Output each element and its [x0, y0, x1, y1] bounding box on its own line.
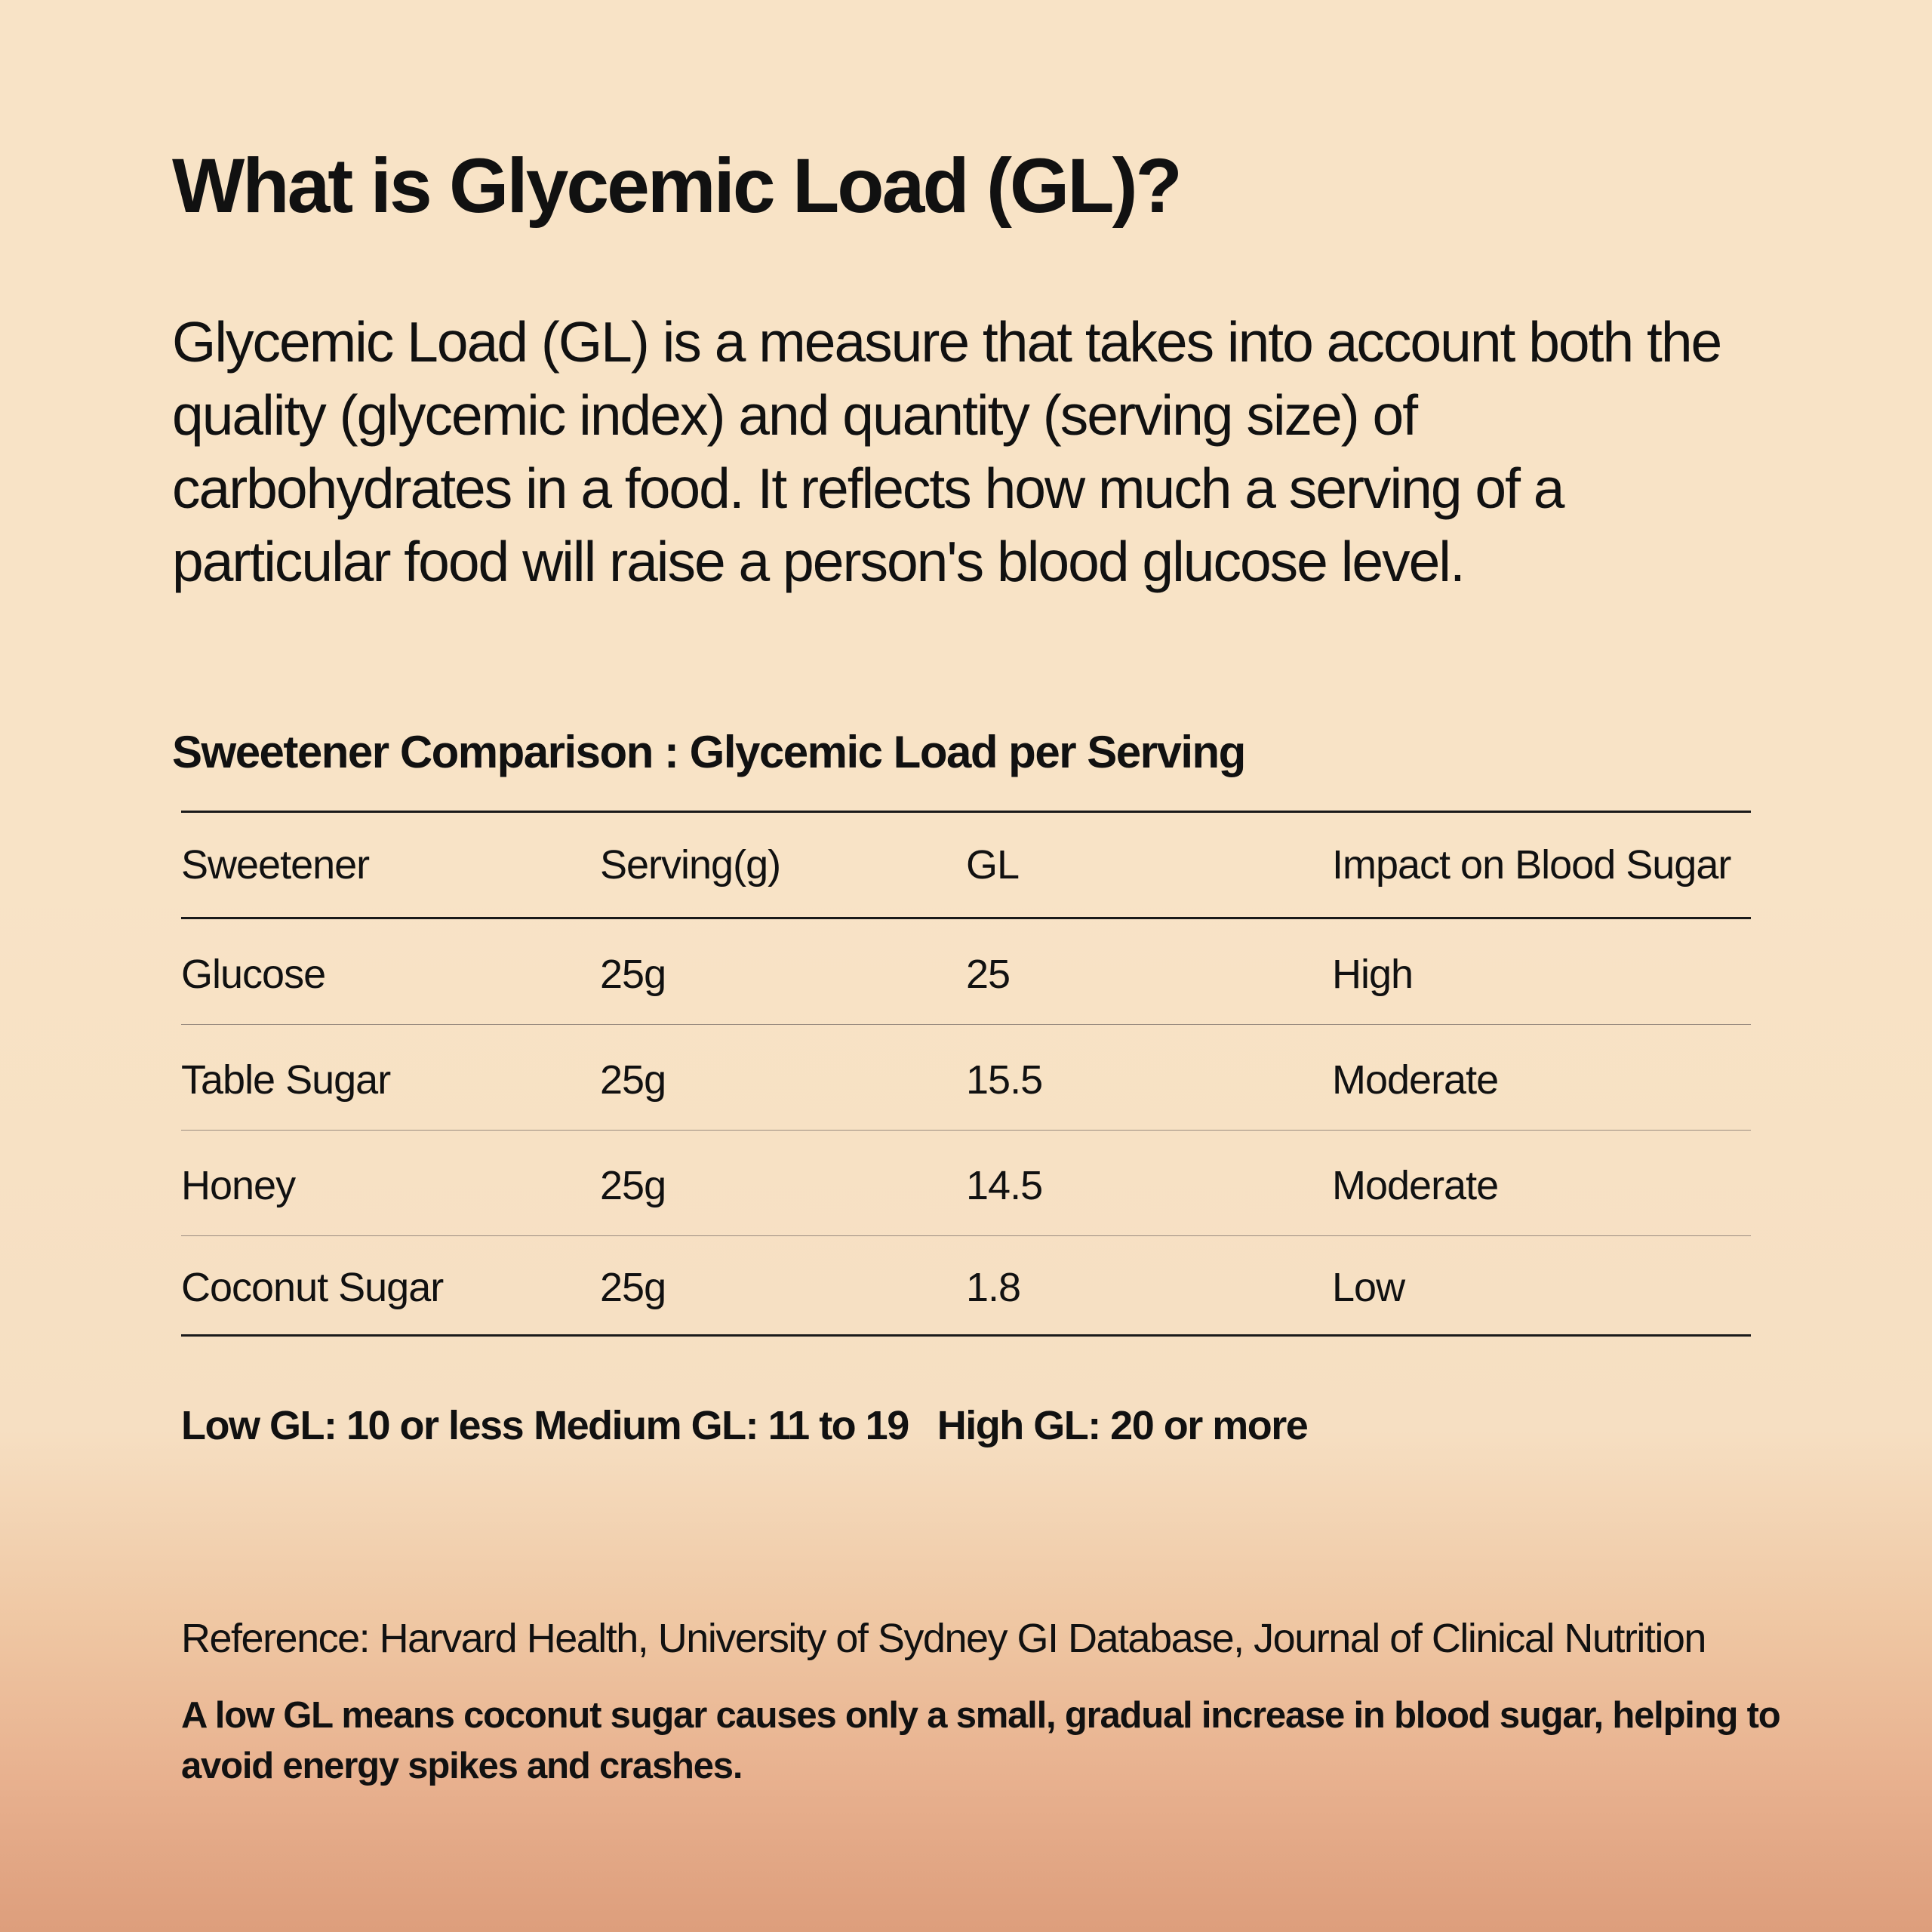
- header-gl: GL: [966, 842, 1020, 888]
- legend-low: Low GL: 10 or less: [181, 1403, 524, 1448]
- sweetener-table: [181, 811, 1751, 1337]
- cell-sweetener: Table Sugar: [181, 1057, 391, 1103]
- cell-serving: 25g: [600, 1162, 666, 1208]
- cell-impact: Moderate: [1332, 1162, 1499, 1208]
- cell-impact: High: [1332, 951, 1414, 997]
- header-serving: Serving(g): [600, 842, 781, 888]
- cell-serving: 25g: [600, 951, 666, 997]
- table-row: [181, 1025, 1751, 1131]
- cell-impact: Low: [1332, 1265, 1405, 1310]
- cell-gl: 14.5: [966, 1162, 1043, 1208]
- intro-paragraph: Glycemic Load (GL) is a measure that takes into account both the quality (glycemic index) and quantity (serving size) of carbohydrates in a food. It reflects how much a serving of a particular food will raise a person's blood glucose level.: [172, 310, 1721, 593]
- cell-sweetener: Glucose: [181, 951, 326, 997]
- cell-serving: 25g: [600, 1057, 666, 1103]
- legend-high: High GL: 20 or more: [937, 1403, 1308, 1448]
- header-sweetener: Sweetener: [181, 842, 370, 888]
- cell-gl: 1.8: [966, 1265, 1021, 1310]
- cell-sweetener: Honey: [181, 1162, 296, 1208]
- table-row: [181, 1236, 1751, 1334]
- table-row: [181, 1131, 1751, 1236]
- page-title: What is Glycemic Load (GL)?: [172, 143, 1180, 229]
- cell-sweetener: Coconut Sugar: [181, 1265, 444, 1310]
- legend-medium: Medium GL: 11 to 19: [534, 1403, 909, 1448]
- header-impact: Impact on Blood Sugar: [1332, 842, 1731, 888]
- summary-note: A low GL means coconut sugar causes only a small, gradual increase in blood sugar, helping to avoid energy spikes and crashes.: [181, 1695, 1780, 1786]
- cell-gl: 15.5: [966, 1057, 1043, 1103]
- table-title: Sweetener Comparison : Glycemic Load per Serving: [172, 727, 1245, 777]
- table-row: [181, 919, 1751, 1025]
- reference-text: Reference: Harvard Health, University of Sydney GI Database, Journal of Clinical Nutrition: [181, 1616, 1706, 1661]
- table-header-row: [181, 813, 1751, 919]
- cell-serving: 25g: [600, 1265, 666, 1310]
- gl-legend: [181, 1402, 1307, 1449]
- cell-gl: 25: [966, 951, 1011, 997]
- cell-impact: Moderate: [1332, 1057, 1499, 1103]
